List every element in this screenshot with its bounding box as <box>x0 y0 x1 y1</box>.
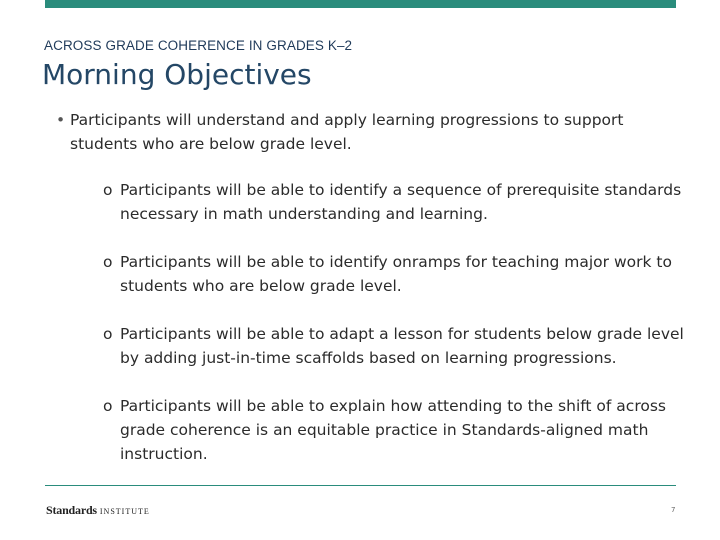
circle-bullet-icon: o <box>103 397 113 415</box>
slide-title: Morning Objectives <box>42 58 312 91</box>
main-objective <box>56 108 680 156</box>
footer-divider <box>45 485 676 486</box>
sub-objective-text: Participants will be able to identify onramps for teaching major work to students who are below grade level. <box>120 253 672 295</box>
standards-institute-logo <box>46 503 150 518</box>
list-item <box>103 178 693 226</box>
circle-bullet-icon: o <box>103 325 113 343</box>
logo-subtext: INSTITUTE <box>99 507 150 516</box>
circle-bullet-icon: o <box>103 181 113 199</box>
circle-bullet-icon: o <box>103 253 113 271</box>
sub-objective-text: Participants will be able to explain how attending to the shift of across grade coherence is an equitable practice in Standards-aligned math instruction. <box>120 397 666 463</box>
main-objective-text: Participants will understand and apply learning progressions to support students who are below grade level. <box>70 111 624 153</box>
top-accent-bar <box>45 0 676 8</box>
page-number: 7 <box>671 506 676 514</box>
list-item <box>103 394 693 466</box>
logo-wordmark: Standards <box>46 503 97 517</box>
list-item <box>103 322 693 370</box>
list-item <box>103 250 693 298</box>
sub-objective-text: Participants will be able to identify a sequence of prerequisite standards necessary in math understanding and learning. <box>120 181 682 223</box>
sub-objectives-list <box>103 178 693 490</box>
sub-objective-text: Participants will be able to adapt a lesson for students below grade level by adding just-in-time scaffolds based on learning progressions. <box>120 325 684 367</box>
bullet-icon: • <box>56 111 66 129</box>
section-label: ACROSS GRADE COHERENCE IN GRADES K–2 <box>44 38 353 53</box>
